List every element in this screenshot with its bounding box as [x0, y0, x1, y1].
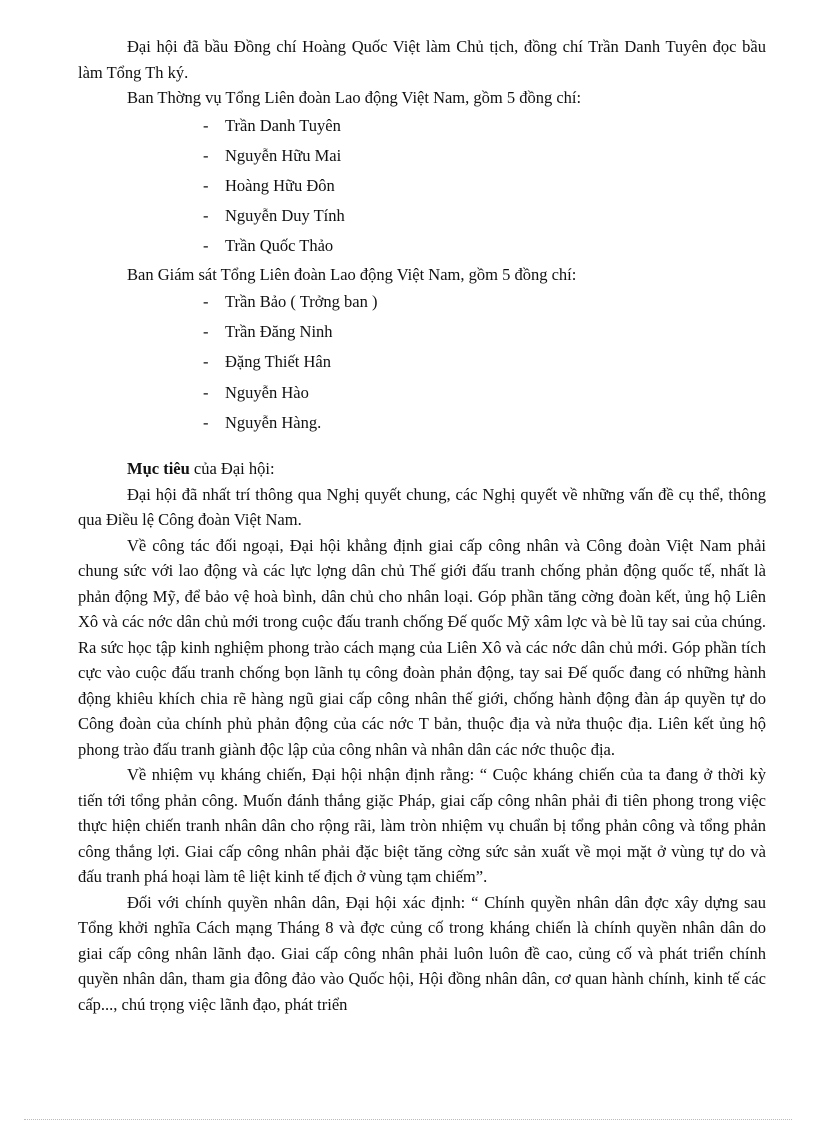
list-marker: -	[203, 352, 209, 372]
list-marker: -	[203, 292, 209, 312]
page-bottom-divider	[24, 1119, 792, 1120]
list-item: - Trần Danh Tuyên	[203, 111, 766, 141]
goals-paragraph: Đại hội đã nhất trí thông qua Nghị quyết chung, các Nghị quyết về những vấn đề cụ thể, thông qua Điều lệ Công đoàn Việt Nam.	[78, 484, 766, 530]
goals-label-rest: của Đại hội:	[189, 459, 275, 479]
goals-heading	[78, 456, 766, 482]
list-marker: -	[203, 145, 209, 165]
list-marker: -	[203, 322, 209, 342]
list-marker: -	[203, 206, 209, 226]
document-page	[78, 34, 766, 1017]
list-item: - Hoàng Hữu Đôn	[203, 171, 766, 201]
standing-committee-heading: Ban Thờng vụ Tổng Liên đoàn Lao động Việt Nam, gồm 5 đồng chí:	[127, 88, 582, 107]
list-item: - Đặng Thiết Hân	[203, 347, 766, 377]
resistance-paragraph: Về nhiệm vụ kháng chiến, Đại hội nhận định rằng: “ Cuộc kháng chiến của ta đang ở thời kỳ tiến tới tổng phản công. Muốn đánh thắng giặc Pháp, giai cấp công nhân phải đi tiên phong trong việc thực hiện chiến tranh nhân dân cho rộng rãi, làm tròn nhiệm vụ chuẩn bị tổng phản công và tổng phản công thắng lợi. Giai cấp công nhân phải đặc biệt tăng cờng sức sản xuất về mọi mặt ở vùng tự do và đấu tranh phá hoại làm tê liệt kinh tế địch ở vùng tạm chiếm”.	[78, 765, 766, 887]
list-item: - Trần Đăng Ninh	[203, 317, 766, 347]
standing-committee-list	[78, 111, 766, 262]
list-item: - Nguyễn Hàng.	[203, 408, 766, 438]
list-marker: -	[203, 412, 209, 432]
list-item: - Trần Quốc Thảo	[203, 231, 766, 261]
supervision-committee-list	[78, 287, 766, 438]
list-item: - Trần Bảo ( Trởng ban )	[203, 287, 766, 317]
government-paragraph: Đối với chính quyền nhân dân, Đại hội xác định: “ Chính quyền nhân dân đợc xây dựng sau Tổng khởi nghĩa Cách mạng Tháng 8 và đợc củng cố trong kháng chiến là chính quyền nhân dân do giai cấp công nhân lãnh đạo. Giai cấp công nhân phải luôn luôn đề cao, củng cố và phát triển chính quyền nhân dân, tham gia đông đảo vào Quốc hội, Hội đồng nhân dân, cơ quan hành chính, kinh tế các cấp..., chú trọng việc lãnh đạo, phát triển	[78, 892, 766, 1014]
list-item: - Nguyễn Hào	[203, 378, 766, 408]
list-item: - Nguyễn Hữu Mai	[203, 141, 766, 171]
list-marker: -	[203, 382, 209, 402]
list-marker: -	[203, 236, 209, 256]
election-paragraph: Đại hội đã bầu Đồng chí Hoàng Quốc Việt làm Chủ tịch, đồng chí Trần Danh Tuyên đọc bầu làm Tổng Th ký.	[78, 37, 766, 82]
foreign-affairs-paragraph: Về công tác đối ngoại, Đại hội khẳng định giai cấp công nhân và Công đoàn Việt Nam phải chung sức với lao động và các lực lợng dân chủ Thế giới đấu tranh chống phản động quốc tế, nhất là phản động Mỹ, để bảo vệ hoà bình, dân chủ cho nhân loại. Góp phần tăng cờng đoàn kết, ủng hộ Liên Xô và các nớc dân chủ mới trong cuộc đấu tranh chống Đế quốc Mỹ xâm lợc và bè lũ tay sai của chúng. Ra sức học tập kinh nghiệm phong trào cách mạng của Liên Xô và các nớc dân chủ mới. Góp phần tích cực vào cuộc đấu tranh chống bọn lãnh tụ công đoàn phản động, tay sai Đế quốc đang có những hành động khiêu khích chia rẽ hàng ngũ giai cấp công nhân thế giới, chống hành động đàn áp quyền tự do Công đoàn của chính phủ phản động của các nớc T bản, thuộc địa và nửa thuộc địa. Liên kết ủng hộ phong trào đấu tranh giành độc lập của công nhân và nhân dân các nớc thuộc địa.	[78, 535, 766, 759]
list-marker: -	[203, 115, 209, 135]
list-marker: -	[203, 175, 209, 195]
list-item: - Nguyễn Duy Tính	[203, 201, 766, 231]
goals-label-bold: Mục tiêu	[127, 459, 190, 479]
supervision-heading: Ban Giám sát Tổng Liên đoàn Lao động Việt Nam, gồm 5 đồng chí:	[127, 264, 577, 284]
